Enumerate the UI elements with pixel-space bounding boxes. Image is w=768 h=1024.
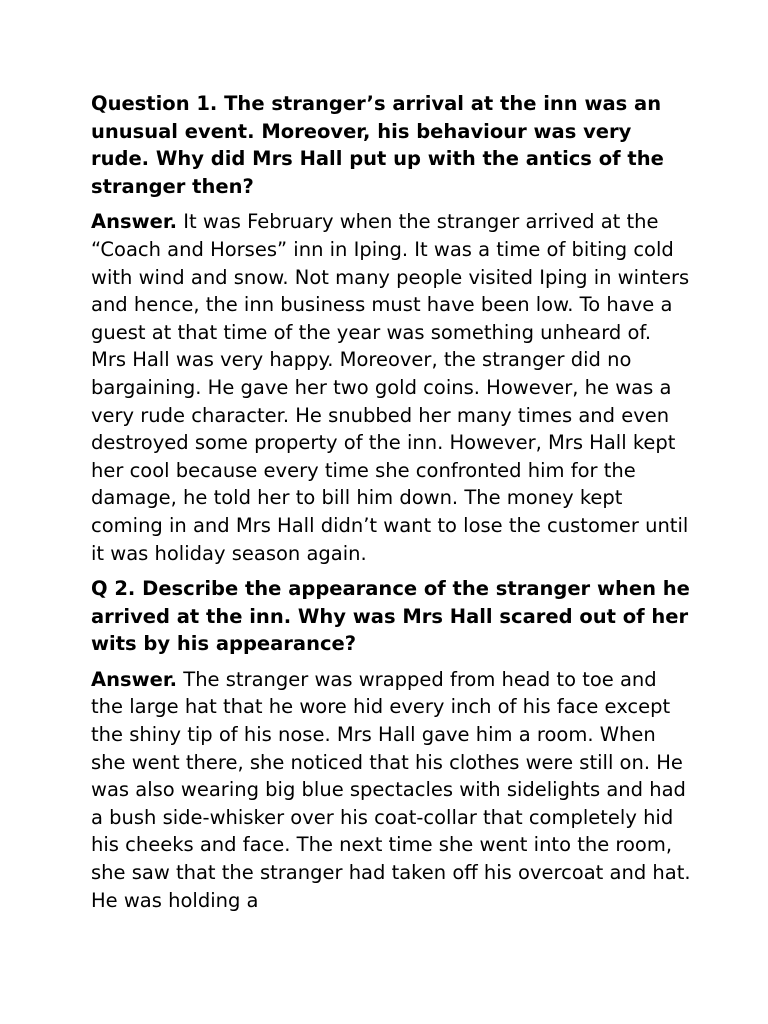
answer-1 xyxy=(91,208,691,567)
answer-2-label: Answer. xyxy=(91,667,178,691)
answer-1-text: It was February when the stranger arrived at the “Coach and Horses” inn in Iping. It was a time of biting cold with wind and snow. Not many people visited Iping in winters and hence, the inn business must have been low. To have a guest at that time of the year was something unheard of. Mrs Hall was very happy. Moreover, the stranger did no bargaining. He gave her two gold coins. However, he was a very rude character. He snubbed her many times and even destroyed some property of the inn. However, Mrs Hall kept her cool because every time she confronted him for the damage, he told her to bill him down. The money kept coming in and Mrs Hall didn’t want to lose the customer until it was holiday season again. xyxy=(91,210,690,565)
answer-1-label: Answer. xyxy=(91,210,178,234)
document-page xyxy=(91,90,691,922)
question-1: Question 1. The stranger’s arrival at the inn was an unusual event. Moreover, his behaviour was very rude. Why did Mrs Hall put up with the antics of the stranger then? xyxy=(91,92,664,198)
answer-2 xyxy=(91,666,691,914)
question-2: Q 2. Describe the appearance of the stranger when he arrived at the inn. Why was Mrs Hall scared out of her wits by his appearance? xyxy=(91,577,690,656)
answer-2-text: The stranger was wrapped from head to toe and the large hat that he wore hid every inch of his face except the shiny tip of his nose. Mrs Hall gave him a room. When she went there, she noticed that his clothes were still on. He was also wearing big blue spectacles with sidelights and had a bush side-whisker over his coat-collar that completely hid his cheeks and face. The next time she went into the room, she saw that the stranger had taken off his overcoat and hat. He was holding a xyxy=(91,667,691,912)
